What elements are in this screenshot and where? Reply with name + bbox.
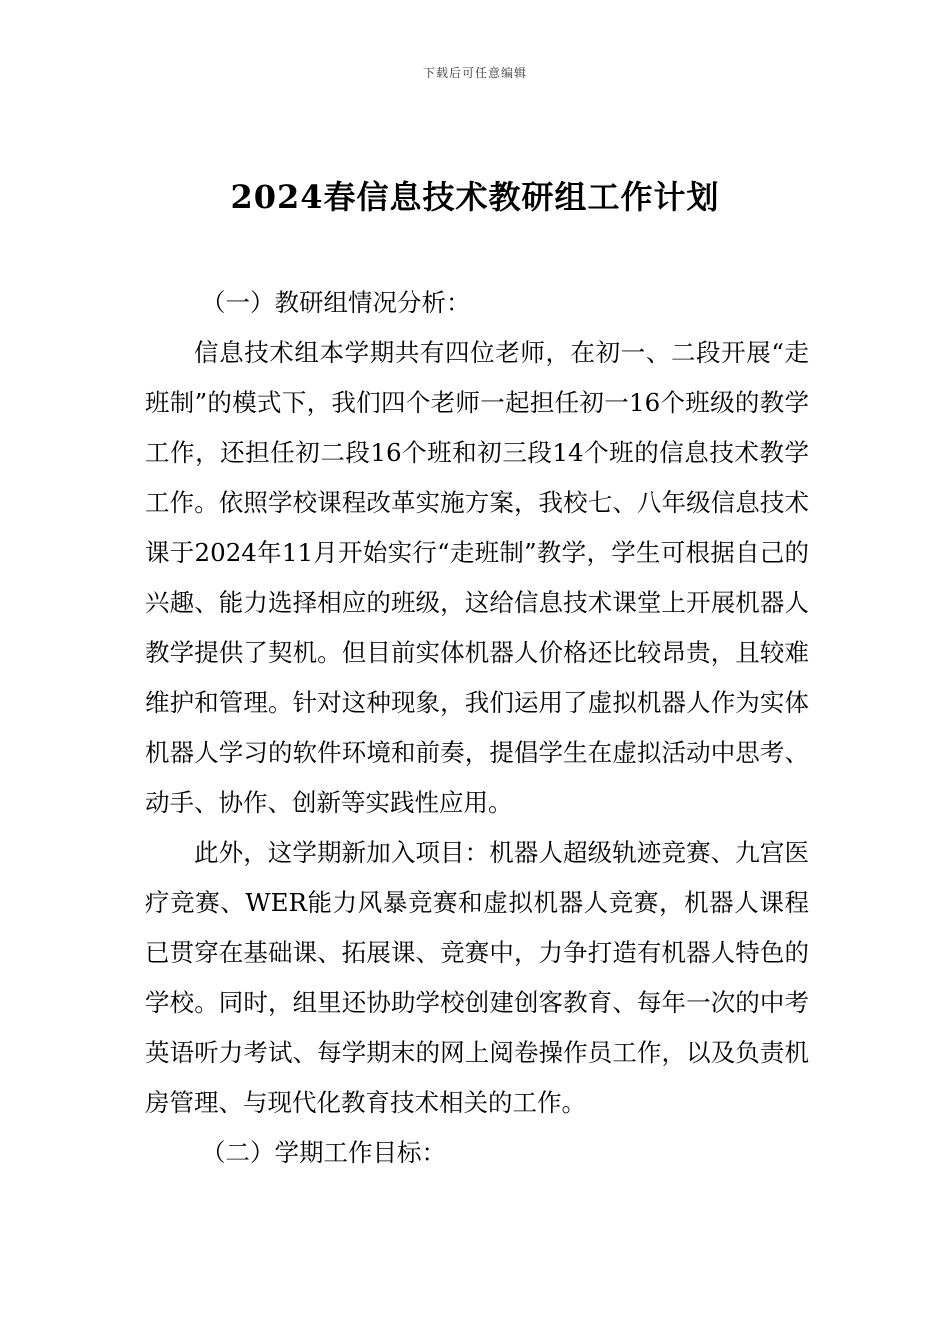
- paragraph-staff-overview: 信息技术组本学期共有四位老师，在初一、二段开展“走班制”的模式下，我们四个老师一起担任初一16个班级的教学工作，还担任初二段16个班和初三段14个班的信息技术教学工作。依照学校课程改革实施方案，我校七、八年级信息技术课于2024年11月开始实行“走班制”教学，学生可根据自己的兴趣、能力选择相应的班级，这给信息技术课堂上开展机器人教学提供了契机。但目前实体机器人价格还比较昂贵，且较难维护和管理。针对这种现象，我们运用了虚拟机器人作为实体机器人学习的软件环境和前奏，提倡学生在虚拟活动中思考、动手、协作、创新等实践性应用。: [145, 338, 809, 817]
- paragraph-new-projects: 此外，这学期新加入项目：机器人超级轨迹竞赛、九宫医疗竞赛、WER能力风暴竞赛和虚拟机器人竞赛，机器人课程已贯穿在基础课、拓展课、竞赛中，力争打造有机器人特色的学校。同时，组里还协助学校创建创客教育、每年一次的中考英语听力考试、每学期末的网上阅卷操作员工作，以及负责机房管理、与现代化教育技术相关的工作。: [145, 838, 809, 1117]
- section-heading-situation-analysis: （一）教研组情况分析：: [201, 288, 471, 317]
- document-title: 2024春信息技术教研组工作计划: [230, 178, 720, 216]
- header-note: 下载后可任意编辑: [422, 66, 527, 80]
- document-body: [145, 278, 809, 1178]
- section-heading-semester-goals: （二）学期工作目标：: [201, 1138, 446, 1167]
